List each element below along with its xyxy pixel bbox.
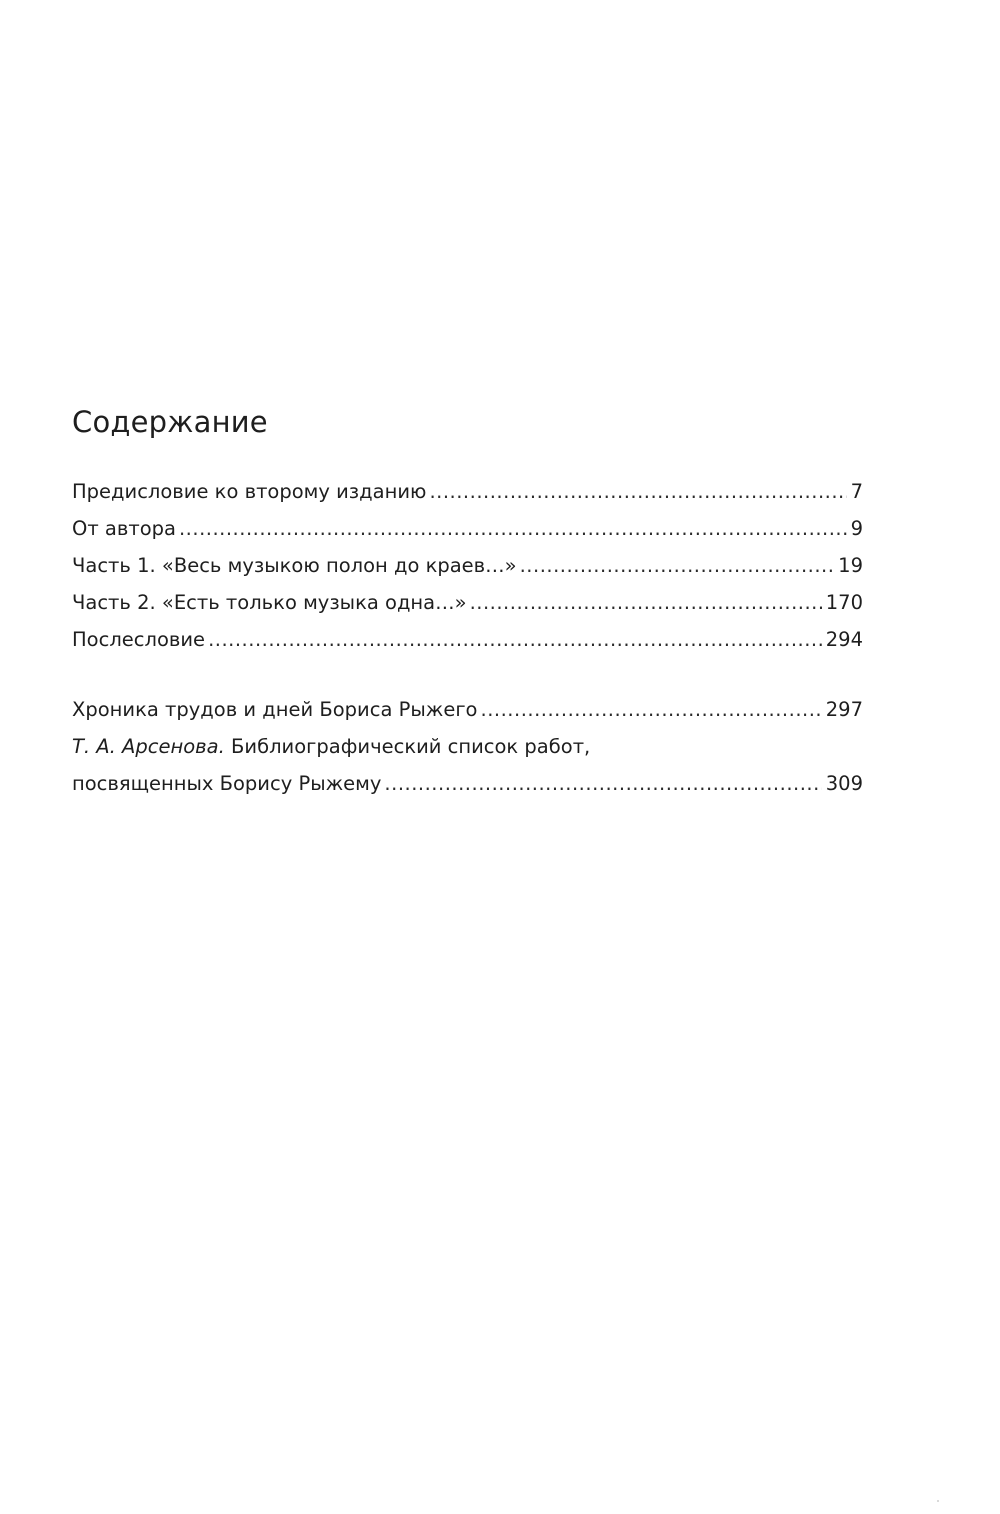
bibliography-title-line2: посвященных Борису Рыжему	[72, 772, 382, 795]
toc-entry-page: 19	[838, 554, 863, 577]
toc-entry-page: 294	[825, 628, 863, 651]
toc-entry-page: 309	[825, 772, 863, 795]
toc-entry[interactable]	[72, 691, 863, 728]
scan-speck	[937, 1500, 939, 1502]
dot-leader	[429, 473, 846, 510]
dot-leader	[470, 584, 822, 621]
toc-entry-page: 7	[850, 480, 863, 503]
toc-entry-bibliography-line2[interactable]	[72, 765, 863, 802]
toc-entry-label	[72, 728, 590, 765]
toc-entry-label: Часть 1. «Весь музыкою полон до краев…»	[72, 554, 517, 577]
toc-entry[interactable]	[72, 473, 863, 510]
toc-entry[interactable]	[72, 584, 863, 621]
table-of-contents	[72, 473, 863, 802]
toc-entry-label: От автора	[72, 517, 176, 540]
toc-entry[interactable]	[72, 547, 863, 584]
toc-entry-bibliography-line1[interactable]	[72, 728, 863, 765]
toc-entry-label: Хроника трудов и дней Бориса Рыжего	[72, 698, 478, 721]
dot-leader	[520, 547, 835, 584]
toc-entry-page: 297	[825, 698, 863, 721]
section-gap	[72, 658, 863, 691]
toc-entry-page: 9	[850, 517, 863, 540]
dot-leader	[208, 621, 822, 658]
bibliography-title-line1: Библиографический список работ,	[231, 735, 591, 758]
dot-leader	[481, 691, 822, 728]
bibliography-author: Т. А. Арсенова.	[72, 735, 225, 758]
dot-leader	[179, 510, 847, 547]
page-title: Содержание	[72, 405, 268, 439]
toc-entry-label: Предисловие ко второму изданию	[72, 480, 427, 503]
toc-entry-label: Послесловие	[72, 628, 206, 651]
dot-leader	[384, 765, 821, 802]
toc-entry[interactable]	[72, 621, 863, 658]
toc-entry-page: 170	[825, 591, 863, 614]
toc-entry-label: Часть 2. «Есть только музыка одна…»	[72, 591, 467, 614]
toc-entry[interactable]	[72, 510, 863, 547]
